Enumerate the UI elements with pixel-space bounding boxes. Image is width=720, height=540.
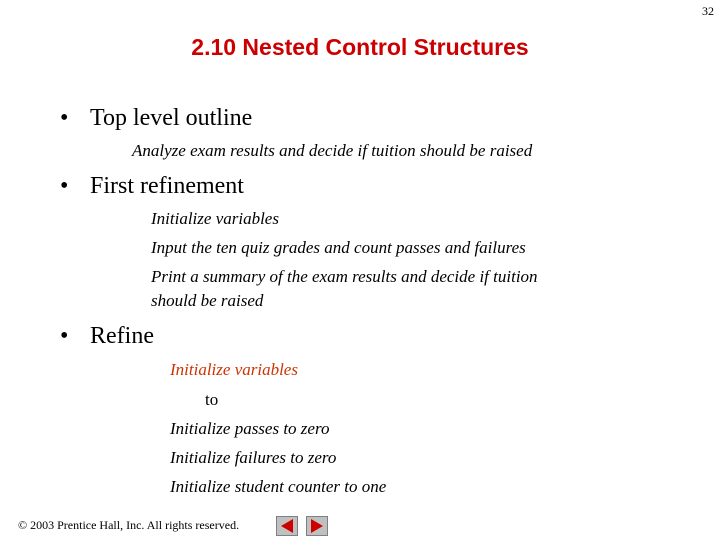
refine-highlight: Initialize variables bbox=[170, 360, 298, 379]
top-level-line: Analyze exam results and decide if tuition should be raised bbox=[132, 141, 533, 160]
bullet-top-level-label: Top level outline bbox=[90, 105, 253, 131]
bullet-top-level bbox=[60, 104, 252, 132]
next-slide-icon bbox=[307, 517, 327, 535]
bullet-first-refinement bbox=[60, 172, 244, 200]
bullet-refine-label: Refine bbox=[90, 323, 154, 349]
previous-slide-button[interactable] bbox=[276, 516, 298, 536]
bullet-refine bbox=[60, 322, 154, 350]
bullet-first-refinement-label: First refinement bbox=[90, 173, 244, 199]
bullet-dot: • bbox=[60, 173, 69, 199]
refine-line: Initialize student counter to one bbox=[170, 477, 387, 496]
first-refinement-line: Print a summary of the exam results and decide if tuition bbox=[151, 267, 538, 286]
next-slide-button[interactable] bbox=[306, 516, 328, 536]
first-refinement-line: Input the ten quiz grades and count passes and failures bbox=[151, 238, 526, 257]
slide-title: 2.10 Nested Control Structures bbox=[191, 34, 529, 60]
refine-connector: to bbox=[205, 390, 219, 409]
refine-line: Initialize failures to zero bbox=[170, 448, 337, 467]
page-number: 32 bbox=[702, 4, 714, 18]
refine-line: Initialize passes to zero bbox=[170, 419, 330, 438]
first-refinement-line: should be raised bbox=[151, 291, 264, 310]
bullet-dot: • bbox=[60, 105, 69, 131]
bullet-dot: • bbox=[60, 323, 69, 349]
copyright-footer: © 2003 Prentice Hall, Inc. All rights reserved. bbox=[18, 518, 240, 532]
first-refinement-line: Initialize variables bbox=[151, 209, 279, 228]
previous-slide-icon bbox=[277, 517, 297, 535]
